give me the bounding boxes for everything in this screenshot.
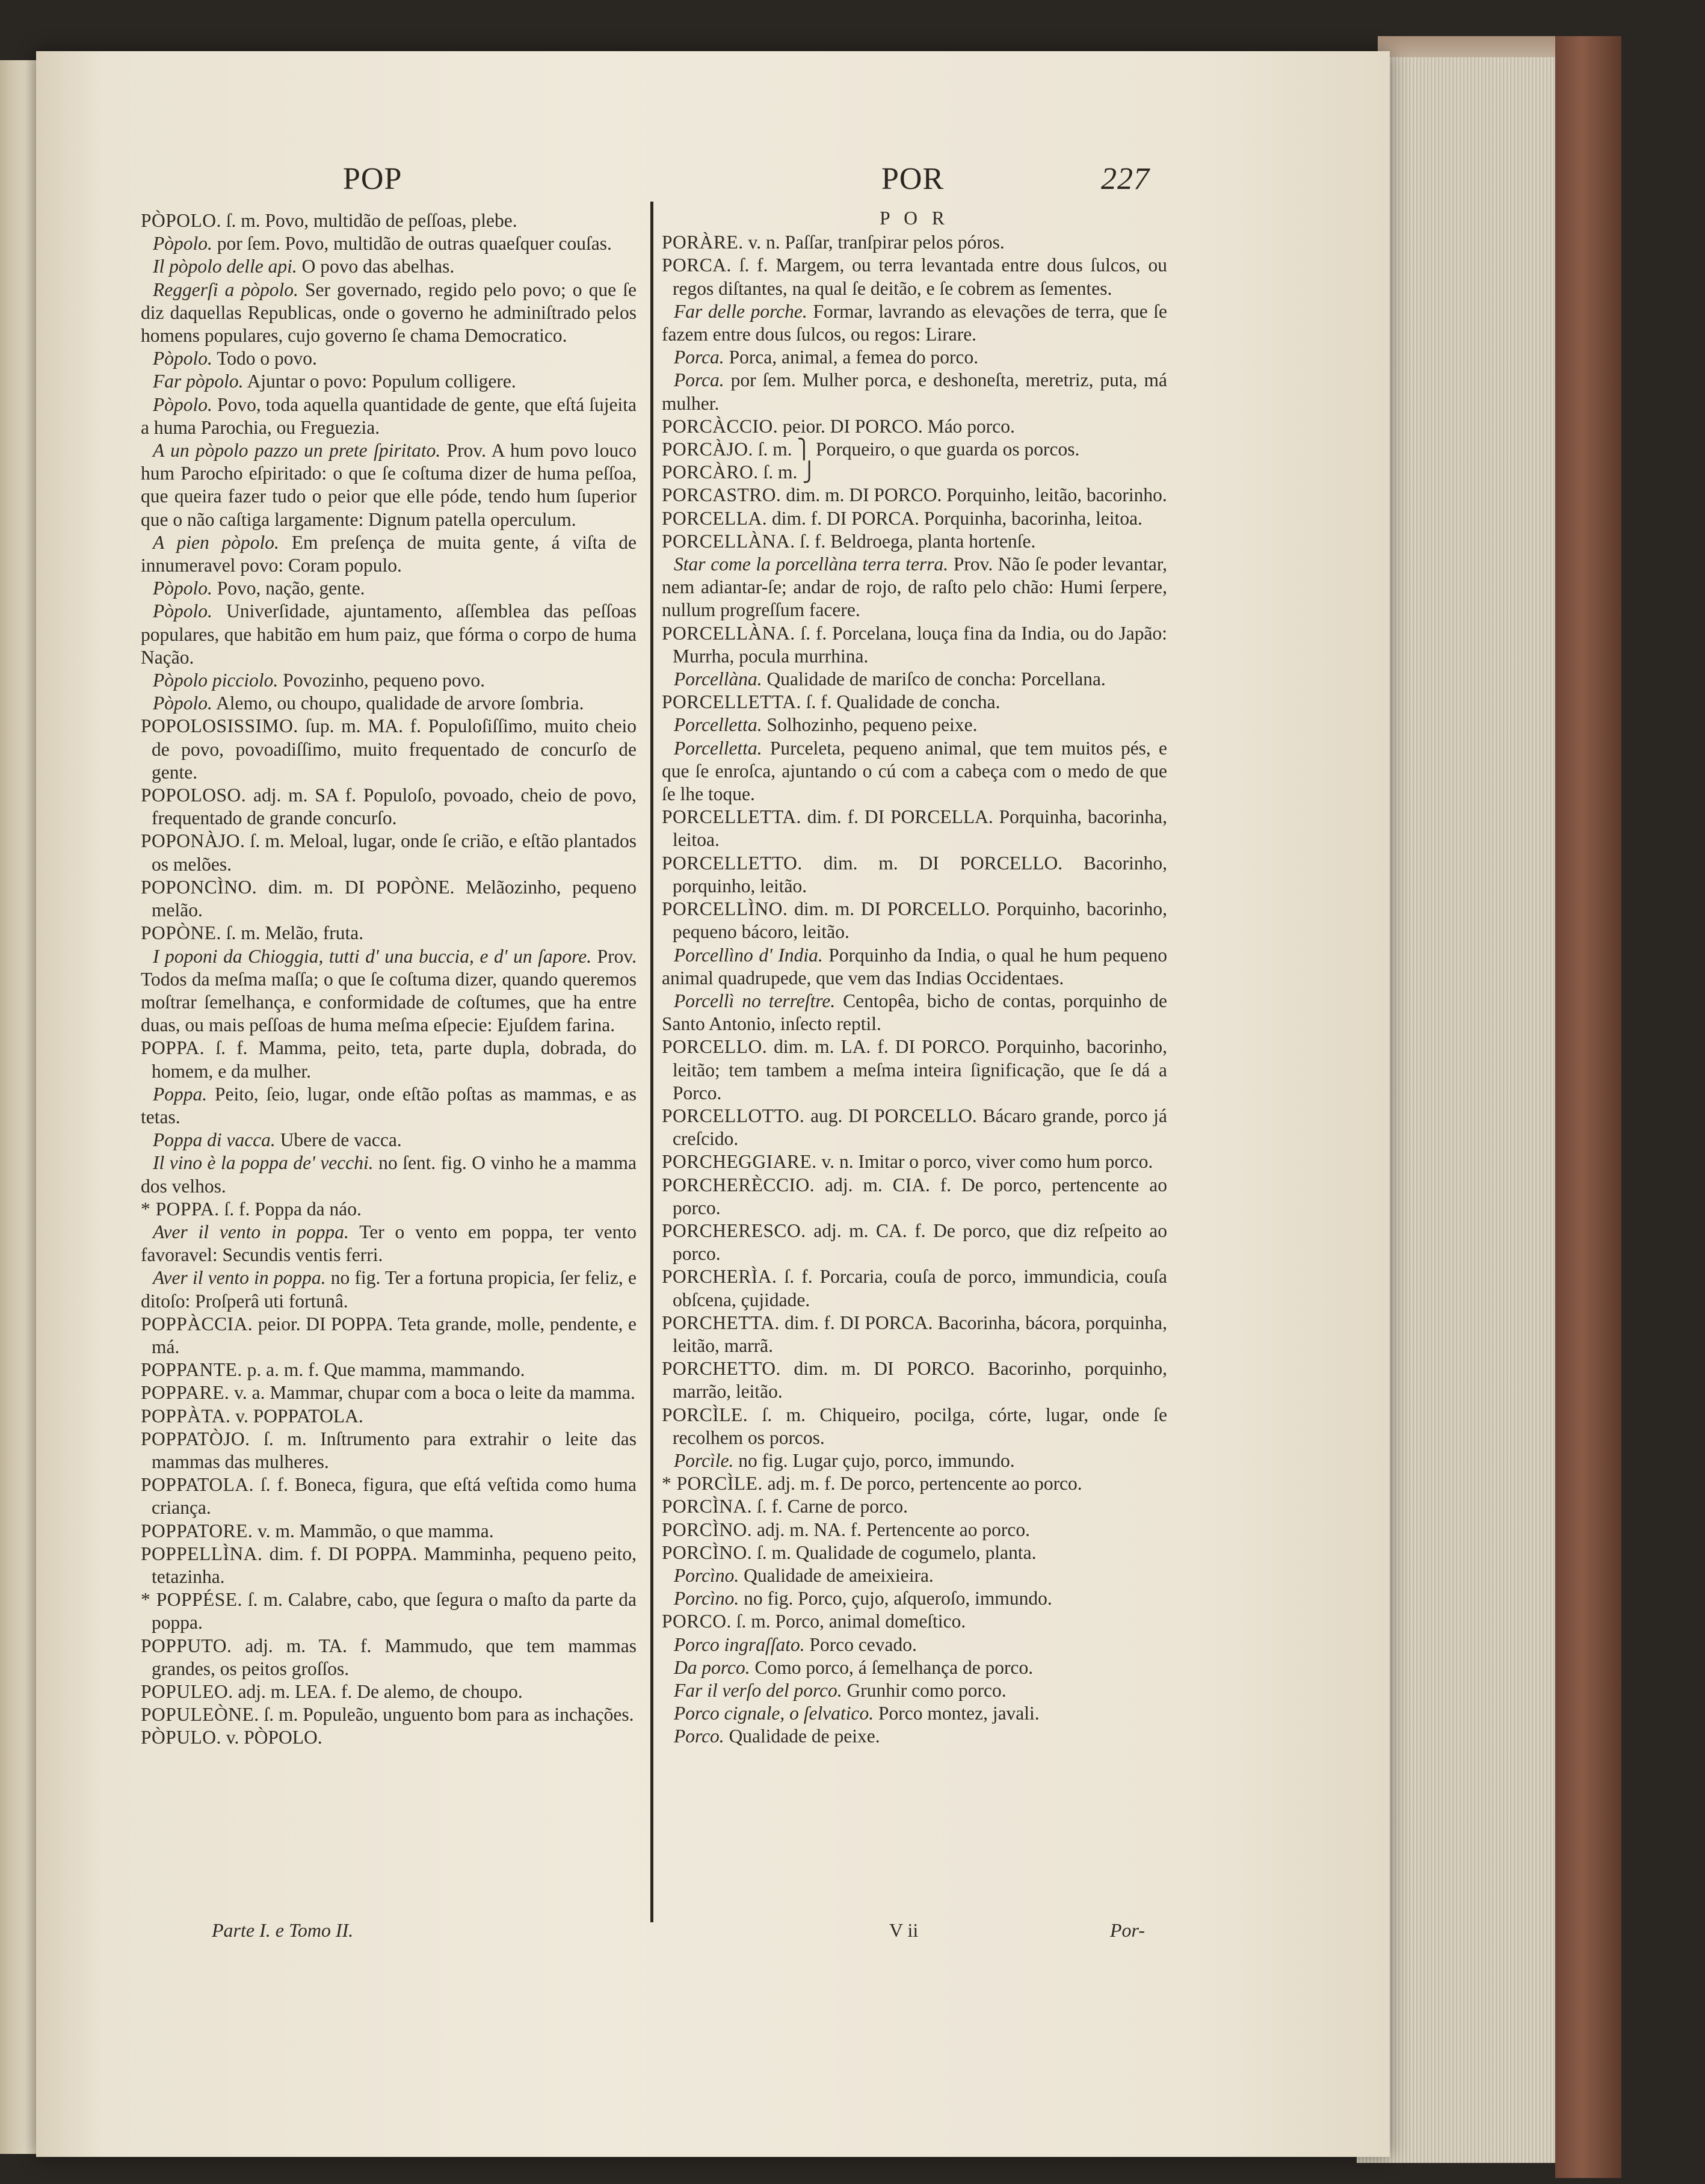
headword: POPOLOSO.: [141, 785, 247, 806]
definition-text: Porca, animal, a femea do porco.: [729, 347, 979, 368]
definition-text: Porco montez, javali.: [878, 1703, 1040, 1724]
dictionary-entry: [141, 1313, 637, 1359]
headword: POPPELLÌNA.: [141, 1543, 263, 1564]
italic-phrase: Porco ingraſſato.: [674, 1633, 805, 1655]
definition-text: Qualidade de peixe.: [729, 1726, 880, 1747]
italic-phrase: Aver il vento in poppa.: [153, 1221, 349, 1242]
headword: POPOLOSISSIMO.: [141, 715, 298, 737]
headword: POPÒNE.: [141, 922, 221, 944]
right-column: [662, 207, 1167, 1748]
sub-entry: [141, 692, 637, 715]
sub-entry: [141, 945, 637, 1037]
definition-text: Porquinho da India, o qual he hum pequeno animal quadrupede, que vem das Indias Occidentaes.: [662, 944, 1167, 989]
italic-phrase: Far delle porche.: [674, 300, 807, 322]
dictionary-entry: [662, 1220, 1167, 1265]
headword: POPPANTE.: [141, 1359, 242, 1381]
definition-text: ſ. m. Melão, fruta.: [226, 922, 364, 944]
dictionary-entry: [141, 1635, 637, 1680]
definition-text: ſ. m. ⎫ Porqueiro, o que guarda os porcos.: [757, 439, 1080, 460]
sub-entry: [662, 1725, 1167, 1748]
definition-text: no ſent. fig. O vinho he a mamma dos velhos.: [141, 1152, 637, 1197]
definition-text: Grunhir como porco.: [846, 1680, 1007, 1701]
definition-text: ſ. f. Mamma, peito, teta, parte dupla, dobrada, do homem, e da mulher.: [152, 1037, 637, 1082]
sub-entry: [662, 1633, 1167, 1656]
sub-entry: [141, 1152, 637, 1197]
sub-entry: [141, 279, 637, 348]
dictionary-entry: [662, 507, 1167, 530]
definition-text: Povozinho, pequeno povo.: [283, 670, 486, 691]
dictionary-entry: [141, 1543, 637, 1588]
italic-phrase: Porcellì no terreſtre.: [674, 990, 836, 1011]
definition-text: por ſem. Povo, multidão de outras quaeſquer couſas.: [217, 233, 612, 254]
headword: POPPATÒJO.: [141, 1428, 250, 1449]
sub-entry: [141, 1129, 637, 1152]
dictionary-entry: [662, 1610, 1167, 1633]
headword: PORCELLA.: [662, 507, 768, 529]
sub-entry: [141, 531, 637, 577]
definition-text: Povo, nação, gente.: [217, 578, 365, 599]
sub-entry: [662, 1449, 1167, 1472]
definition-text: Qualidade de ameixieira.: [744, 1564, 934, 1586]
footer-volume: Parte I. e Tomo II.: [212, 1919, 354, 1941]
headword: PORCHEGGIARE.: [662, 1151, 817, 1173]
dictionary-entry: [141, 830, 637, 875]
sub-entry: [141, 393, 637, 439]
definition-text: ſ. m. Chiqueiro, pocilga, córte, lugar, onde ſe recolhem os porcos.: [673, 1404, 1168, 1448]
italic-phrase: I poponi da Chioggia, tutti d' una buccia, e d' un ſapore.: [153, 945, 592, 967]
definition-text: O povo das abelhas.: [301, 256, 455, 277]
dictionary-entry: [141, 209, 637, 232]
catchword: Por-: [1110, 1919, 1145, 1941]
sub-entry: [141, 1266, 637, 1312]
definition-text: ſ. f. Margem, ou terra levantada entre dous ſulcos, ou regos diſtantes, na qual ſe deitão, e ſe cobrem as ſementes.: [673, 254, 1167, 299]
definition-text: v. n. Imitar o porco, viver como hum porco.: [821, 1151, 1153, 1173]
italic-phrase: Porcellàna.: [674, 668, 762, 690]
italic-phrase: Poppa.: [153, 1083, 208, 1105]
definition-text: dim. m. DI PORCELLO. Porquinho, bacorinho, pequeno bácoro, leitão.: [673, 898, 1168, 943]
definition-text: adj. m. LEA. f. De alemo, de choupo.: [238, 1681, 523, 1702]
definition-text: Ser governado, regido pelo povo; o que ſe diz daquellas Republicas, onde o governo he adminiſtrado pelos homens populares, cujo governo ſe chama Democratico.: [141, 279, 637, 347]
definition-text: adj. m. SA f. Populoſo, povoado, cheio de povo, frequentado de grande concurſo.: [152, 785, 637, 829]
definition-text: ſ. f. Poppa da náo.: [224, 1198, 362, 1220]
headword: POPPATOLA.: [141, 1474, 254, 1496]
italic-phrase: Porcìle.: [674, 1449, 734, 1471]
sub-entry: [141, 669, 637, 692]
running-head-right: POR: [881, 162, 945, 196]
sub-entry: [662, 553, 1167, 622]
definition-text: v. POPPATOLA.: [235, 1405, 363, 1427]
definition-text: Solhozinho, pequeno peixe.: [766, 714, 978, 736]
book-cover-spine: [1555, 36, 1621, 2178]
italic-phrase: Porca.: [674, 369, 724, 391]
italic-phrase: Porco cignale, o ſelvatico.: [674, 1703, 874, 1724]
headword: POPPÀCCIA.: [141, 1313, 253, 1334]
sub-entry: [141, 439, 637, 531]
headword: POPPA.: [141, 1037, 205, 1059]
dictionary-entry: [662, 1265, 1167, 1311]
italic-phrase: Pòpolo.: [153, 393, 212, 415]
headword: PORCÀJO.: [662, 439, 753, 460]
headword: PORÀRE.: [662, 232, 744, 253]
definition-text: Como porco, á ſemelhança de porco.: [754, 1656, 1034, 1678]
signature-mark: V ii: [889, 1919, 919, 1941]
definition-text: Peito, ſeio, lugar, onde eſtão poſtas as mammas, e as tetas.: [141, 1083, 637, 1127]
definition-text: Qualidade de mariſco de concha: Porcellana.: [766, 668, 1106, 690]
dictionary-entry: [662, 1519, 1167, 1541]
sub-entry: [141, 1221, 637, 1266]
dictionary-entry: [662, 1312, 1167, 1357]
headword: PORCELLETTA.: [662, 806, 801, 828]
headword: PORCASTRO.: [662, 484, 782, 506]
page-number: 227: [1101, 162, 1150, 196]
definition-text: Prov. Não ſe poder levantar, nem adiantar-ſe; andar de rojo, de raſto pelo chão: Humi ſerpere, nullum progreſſum facere.: [662, 554, 1168, 621]
dictionary-entry: [662, 898, 1167, 943]
definition-text: dim. f. DI PORCELLA. Porquinha, bacorinha, leitoa.: [673, 806, 1167, 851]
column-rule: [650, 202, 653, 1922]
dictionary-entry: [141, 1588, 637, 1634]
definition-text: dim. m. LA. f. DI PORCO. Porquinho, bacorinho, leitão; tem tambem a meſma inteira ſignificação, que ſe dá a Porco.: [673, 1036, 1167, 1103]
definition-text: Povo, toda aquella quantidade de gente, que eſtá ſujeita a huma Parochia, ou Freguezia.: [141, 393, 637, 438]
definition-text: Ajuntar o povo: Populum colligere.: [247, 371, 516, 392]
headword: * POPPA.: [141, 1198, 220, 1220]
dictionary-entry: [662, 461, 1167, 484]
sub-entry: [141, 1083, 637, 1129]
definition-text: ſ. m. Povo, multidão de peſſoas, plebe.: [226, 210, 517, 231]
headword: PORCÀRO.: [662, 461, 759, 483]
dictionary-entry: [141, 1037, 637, 1082]
definition-text: dim. f. DI PORCA. Porquinha, bacorinha, leitoa.: [772, 507, 1142, 529]
definition-text: adj. m. CA. f. De porco, que diz reſpeito ao porco.: [673, 1220, 1168, 1265]
italic-phrase: Il pòpolo delle api.: [153, 256, 297, 277]
definition-text: ſ. f. Beldroega, planta hortenſe.: [800, 530, 1036, 552]
headword: PORCELLO.: [662, 1036, 768, 1058]
column-heading: P O R: [880, 208, 949, 229]
definition-text: Alemo, ou choupo, qualidade de arvore ſombria.: [216, 693, 584, 714]
headword: PORCELLETTA.: [662, 691, 801, 713]
definition-text: dim. m. DI PORCELLO. Bacorinho, porquinho, leitão.: [673, 852, 1167, 896]
italic-phrase: A pien pòpolo.: [153, 531, 279, 553]
definition-text: no fig. Ter a fortuna propicia, ſer feliz, e ditoſo: Proſperâ uti fortunâ.: [141, 1267, 637, 1312]
sub-entry: [662, 300, 1167, 346]
italic-phrase: Pòpolo.: [153, 348, 212, 369]
left-column: [141, 209, 637, 1750]
headword: PÒPOLO.: [141, 210, 221, 231]
definition-text: no fig. Porco, çujo, aſqueroſo, immundo.: [744, 1588, 1052, 1609]
sub-entry: [662, 737, 1167, 806]
definition-text: dim. m. DI PORCO. Porquinho, leitão, bacorinho.: [786, 484, 1167, 506]
dictionary-entry: [662, 1174, 1167, 1220]
italic-phrase: Poppa di vacca.: [153, 1129, 276, 1151]
definition-text: Univerſidade, ajuntamento, aſſemblea das peſſoas populares, que habitão em hum paiz, que fórma o corpo de huma Nação.: [141, 600, 637, 668]
definition-text: p. a. m. f. Que mamma, mammando.: [247, 1359, 525, 1381]
dictionary-entry: [141, 1381, 637, 1404]
dictionary-entry: [141, 1198, 637, 1221]
headword: PORCELLÀNA.: [662, 622, 795, 644]
definition-text: Prov. Todos da meſma maſſa; o que ſe coſtuma dizer, quando queremos moſtrar ſemelhança, e conformidade de coſtumes, que ha entre duas, ou mais peſſoas de huma meſma eſpecie: Ejuſdem farina.: [141, 945, 637, 1036]
definition-text: ſ. f. Qualidade de concha.: [806, 691, 1000, 713]
definition-text: v. m. Mammão, o que mamma.: [257, 1520, 494, 1541]
italic-phrase: Porca.: [674, 347, 724, 368]
definition-text: peior. DI PORCO. Máo porco.: [783, 415, 1015, 437]
sub-entry: [662, 714, 1167, 736]
definition-text: Em preſença de muita gente, á viſta de innumeravel povo: Coram populo.: [141, 531, 637, 576]
dictionary-entry: [141, 1726, 637, 1749]
dictionary-entry: [141, 922, 637, 945]
definition-text: ſ. m. Calabre, cabo, que ſegura o maſto da parte da poppa.: [152, 1589, 637, 1633]
definition-text: v. n. Paſſar, tranſpirar pelos póros.: [748, 232, 1005, 253]
dictionary-entry: [662, 1404, 1167, 1449]
sub-entry: [662, 668, 1167, 691]
definition-text: adj. m. CIA. f. De porco, pertencente ao porco.: [673, 1174, 1168, 1218]
definition-text: no fig. Lugar çujo, porco, immundo.: [738, 1449, 1015, 1471]
headword: PORCELLOTTO.: [662, 1105, 805, 1126]
dictionary-entry: [662, 484, 1167, 507]
sub-entry: [662, 1656, 1167, 1679]
definition-text: ſ. f. Boneca, figura, que eſtá veſtida como huma criança.: [152, 1474, 637, 1519]
italic-phrase: A un pòpolo pazzo un prete ſpiritato.: [153, 440, 441, 461]
sub-entry: [662, 346, 1167, 369]
headword: POPPARE.: [141, 1382, 230, 1404]
dictionary-entry: [141, 1428, 637, 1473]
italic-phrase: Pòpolo picciolo.: [153, 670, 279, 691]
italic-phrase: Star come la porcellàna terra terra.: [674, 554, 949, 575]
definition-text: Prov. A hum povo louco hum Parocho eſpiritado: o que ſe coſtuma dizer de huma peſſoa, que queira fazer tudo o peior que elle póde, tendo hum ſuperior que o não caſtiga largamente: Dignum patella operculum.: [141, 440, 637, 530]
dictionary-entry: [141, 1680, 637, 1703]
headword: PORCELLÌNO.: [662, 898, 788, 920]
dictionary-entry: [141, 1703, 637, 1726]
definition-text: Formar, lavrando as elevações de terra, que ſe fazem entre dous ſulcos, ou regos: Lirare.: [662, 300, 1167, 345]
italic-phrase: Far pòpolo.: [153, 371, 244, 392]
definition-text: ſup. m. MA. f. Populoſiſſimo, muito cheio de povo, povoadiſſimo, muito frequentado de concurſo de gente.: [152, 715, 637, 783]
italic-phrase: Pòpolo.: [153, 233, 212, 254]
sub-entry: [662, 1702, 1167, 1725]
dictionary-entry: [662, 1035, 1167, 1105]
definition-text: adj. m. f. De porco, pertencente ao porco.: [767, 1473, 1082, 1495]
definition-text: peior. DI POPPA. Teta grande, molle, pendente, e má.: [152, 1313, 637, 1357]
headword: PÒPULO.: [141, 1727, 221, 1748]
sub-entry: [662, 944, 1167, 990]
italic-phrase: Il vino è la poppa de' vecchi.: [153, 1152, 374, 1174]
headword: PORCHETTA.: [662, 1312, 780, 1333]
dictionary-entry: [662, 1541, 1167, 1564]
sub-entry: [662, 990, 1167, 1035]
headword: PORCELLÀNA.: [662, 530, 795, 552]
headword: PORCA.: [662, 254, 732, 276]
headword: * PORCÌLE.: [662, 1473, 763, 1495]
definition-text: dim. m. DI POPÒNE. Melãozinho, pequeno melão.: [152, 876, 637, 921]
italic-phrase: Da porco.: [674, 1656, 750, 1678]
sub-entry: [141, 255, 637, 278]
dictionary-entry: [662, 1105, 1167, 1150]
definition-text: ſ. m. Meloal, lugar, onde ſe crião, e eſtão plantados os melões.: [152, 830, 637, 875]
italic-phrase: Porcelletta.: [674, 714, 762, 736]
italic-phrase: Reggerſi a pòpolo.: [153, 279, 298, 300]
dictionary-entry: [662, 254, 1167, 300]
definition-text: dim. f. DI PORCA. Bacorinha, bácora, porquinha, leitão, marrã.: [673, 1312, 1168, 1356]
dictionary-entry: [662, 1150, 1167, 1173]
dictionary-entry: [662, 231, 1167, 254]
headword: * POPPÉSE.: [141, 1589, 242, 1611]
definition-text: ſ. f. Carne de porco.: [757, 1496, 908, 1517]
definition-text: ſ. f. Porcelana, louça fina da India, ou do Japão: Murrha, pocula murrhina.: [673, 622, 1168, 667]
definition-text: ſ. m. Populeão, unguento bom para as inchações.: [264, 1704, 634, 1726]
sub-entry: [662, 1679, 1167, 1702]
definition-text: Ter o vento em poppa, ter vento favoravel: Secundis ventis ferri.: [141, 1221, 637, 1266]
dictionary-entry: [662, 1495, 1167, 1518]
dictionary-entry: [662, 622, 1167, 668]
dictionary-entry: [662, 438, 1167, 461]
headword: POPONCÌNO.: [141, 876, 257, 898]
headword: PORCHERESCO.: [662, 1220, 806, 1241]
definition-text: v. a. Mammar, chupar com a boca o leite da mamma.: [234, 1382, 635, 1404]
headword: PORCÌNA.: [662, 1496, 753, 1517]
dictionary-entry: [141, 1405, 637, 1428]
italic-phrase: Aver il vento in poppa.: [153, 1267, 326, 1289]
definition-text: ſ. m. Qualidade de cogumelo, planta.: [757, 1541, 1037, 1563]
italic-phrase: Pòpolo.: [153, 600, 212, 622]
headword: PORCHERÈCCIO.: [662, 1174, 815, 1195]
headword: PORCÌNO.: [662, 1519, 753, 1540]
sub-entry: [662, 1564, 1167, 1587]
italic-phrase: Porcelletta.: [674, 737, 762, 759]
headword: PORCÌLE.: [662, 1404, 748, 1425]
headword: PORCO.: [662, 1611, 732, 1632]
definition-text: v. PÒPOLO.: [226, 1727, 322, 1748]
definition-text: Centopêa, bicho de contas, porquinho de Santo Antonio, inſecto reptil.: [662, 990, 1167, 1035]
headword: POPULEÒNE.: [141, 1704, 259, 1726]
headword: POPPUTO.: [141, 1635, 232, 1656]
headword: POPPATORE.: [141, 1520, 253, 1541]
headword: POPONÀJO.: [141, 830, 245, 852]
headword: PORCÀCCIO.: [662, 415, 779, 437]
definition-text: dim. m. DI PORCO. Bacorinho, porquinho, marrão, leitão.: [673, 1358, 1167, 1402]
sub-entry: [141, 347, 637, 370]
definition-text: por ſem. Mulher porca, e deshoneſta, meretriz, puta, má mulher.: [662, 369, 1167, 414]
italic-phrase: Porco.: [674, 1726, 724, 1747]
italic-phrase: Porcìno.: [674, 1588, 739, 1609]
definition-text: Purceleta, pequeno animal, que tem muitos pés, e que ſe enroſca, ajuntando o cú com a cabeça com o medo de que ſe lhe toque.: [662, 737, 1167, 805]
definition-text: dim. f. DI POPPA. Mamminha, pequeno peito, tetazinha.: [152, 1543, 637, 1587]
dictionary-entry: [662, 691, 1167, 714]
definition-text: aug. DI PORCELLO. Bácaro grande, porco já creſcido.: [673, 1105, 1167, 1150]
dictionary-entry: [141, 715, 637, 784]
dictionary-entry: [662, 852, 1167, 898]
dictionary-entry: [662, 1472, 1167, 1495]
headword: PORCELLETTO.: [662, 852, 803, 874]
italic-phrase: Porcìno.: [674, 1564, 739, 1586]
italic-phrase: Pòpolo.: [153, 578, 212, 599]
definition-text: Porco cevado.: [809, 1633, 917, 1655]
definition-text: ſ. m. Inſtrumento para extrahir o leite das mammas das mulheres.: [152, 1428, 637, 1472]
italic-phrase: Far il verſo del porco.: [674, 1680, 842, 1701]
sub-entry: [662, 369, 1167, 415]
dictionary-entry: [141, 1359, 637, 1381]
definition-text: ſ. m. Porco, animal domeſtico.: [736, 1611, 966, 1632]
sub-entry: [141, 600, 637, 669]
headword: PORCHERÌA.: [662, 1266, 777, 1288]
italic-phrase: Pòpolo.: [153, 693, 212, 714]
sub-entry: [141, 577, 637, 600]
headword: POPULEO.: [141, 1681, 233, 1702]
dictionary-entry: [141, 1520, 637, 1543]
dictionary-entry: [662, 1357, 1167, 1403]
headword: PORCÌNO.: [662, 1541, 753, 1563]
dictionary-entry: [662, 806, 1167, 851]
dictionary-entry: [141, 1473, 637, 1519]
dictionary-entry: [662, 415, 1167, 438]
definition-text: Ubere de vacca.: [280, 1129, 402, 1151]
dictionary-entry: [141, 784, 637, 830]
dictionary-entry: [141, 876, 637, 922]
italic-phrase: Porcellìno d' India.: [674, 944, 823, 966]
headword: POPPÀTA.: [141, 1405, 231, 1427]
running-head-left: POP: [343, 162, 402, 196]
dictionary-entry: [662, 530, 1167, 553]
sub-entry: [141, 370, 637, 393]
definition-text: ſ. f. Porcaria, couſa de porco, immundicia, couſa obſcena, çujidade.: [673, 1266, 1167, 1310]
sub-entry: [662, 1587, 1167, 1610]
definition-text: Todo o povo.: [217, 348, 317, 369]
sub-entry: [141, 232, 637, 255]
headword: PORCHETTO.: [662, 1358, 781, 1380]
definition-text: ſ. m. ⎭: [763, 461, 816, 483]
definition-text: adj. m. TA. f. Mammudo, que tem mammas grandes, os peitos groſſos.: [152, 1635, 637, 1679]
definition-text: adj. m. NA. f. Pertencente ao porco.: [757, 1519, 1030, 1540]
